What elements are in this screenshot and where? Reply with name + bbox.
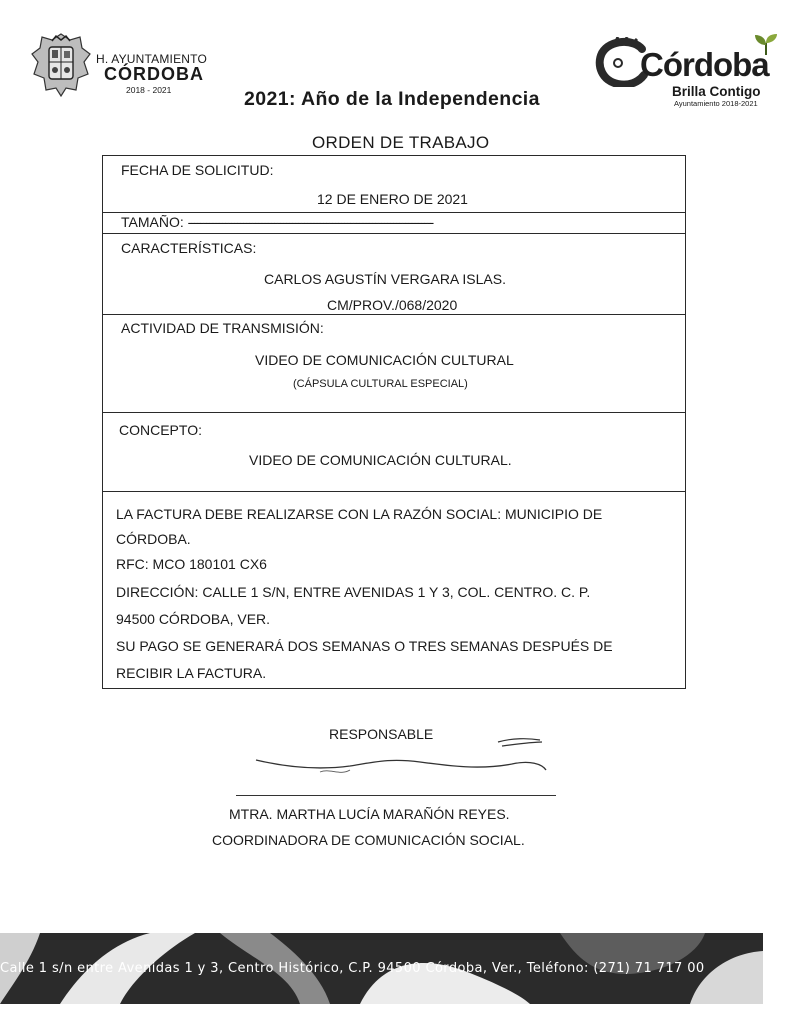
municipality-term: 2018 - 2021: [126, 85, 172, 95]
footer-banner: [0, 933, 763, 1004]
fecha-value: 12 DE ENERO DE 2021: [317, 191, 468, 207]
footer-address: Calle 1 s/n entre Avenidas 1 y 3, Centro Histórico, C.P. 94500 Córdoba, Ver., Teléfono: (271) 71 717 00: [0, 961, 705, 976]
row-divider: [103, 412, 685, 413]
caracteristicas-label: CARACTERÍSTICAS:: [121, 240, 257, 256]
brand-tagline: Brilla Contigo: [672, 84, 761, 99]
municipal-coat-of-arms-icon: [30, 32, 92, 98]
pago-line-2: RECIBIR LA FACTURA.: [116, 665, 267, 681]
row-divider: [103, 314, 685, 315]
signature-heading: RESPONSABLE: [329, 726, 434, 742]
municipality-name: CÓRDOBA: [104, 64, 204, 84]
document-title: ORDEN DE TRABAJO: [312, 133, 490, 152]
direccion-line-2: 94500 CÓRDOBA, VER.: [116, 611, 271, 627]
pago-line-1: SU PAGO SE GENERARÁ DOS SEMANAS O TRES SEMANAS DESPUÉS DE: [116, 638, 613, 654]
brand-name: Córdoba: [640, 46, 769, 83]
sprout-icon: [753, 33, 779, 55]
work-order-form: [102, 155, 686, 689]
brand-term: Ayuntamiento 2018-2021: [674, 99, 758, 108]
tamano-label: TAMAÑO:: [121, 214, 188, 230]
concepto-value: VIDEO DE COMUNICACIÓN CULTURAL.: [249, 452, 512, 468]
row-divider: [103, 212, 685, 213]
actividad-note: (CÁPSULA CULTURAL ESPECIAL): [293, 378, 468, 390]
caracteristicas-name: CARLOS AGUSTÍN VERGARA ISLAS.: [264, 271, 506, 287]
signature-line: [236, 795, 556, 796]
direccion-line-1: DIRECCIÓN: CALLE 1 S/N, ENTRE AVENIDAS 1 Y 3, COL. CENTRO. C. P.: [116, 584, 591, 600]
row-divider: [103, 233, 685, 234]
caracteristicas-code: CM/PROV./068/2020: [327, 297, 458, 313]
rfc-value: RFC: MCO 180101 CX6: [116, 556, 267, 572]
actividad-label: ACTIVIDAD DE TRANSMISIÓN:: [121, 320, 324, 336]
tamano-row: [121, 214, 566, 230]
factura-line-1: LA FACTURA DEBE REALIZARSE CON LA RAZÓN SOCIAL: MUNICIPIO DE: [116, 506, 603, 522]
row-divider: [103, 491, 685, 492]
signatory-name: MTRA. MARTHA LUCÍA MARAÑÓN REYES.: [229, 806, 510, 822]
actividad-value: VIDEO DE COMUNICACIÓN CULTURAL: [255, 352, 514, 368]
municipality-label: H. AYUNTAMIENTO: [96, 52, 208, 66]
tamano-value: --------------------------------------------------------------------------------: [187, 214, 433, 230]
factura-line-2: CÓRDOBA.: [116, 531, 191, 547]
handwritten-signature: [250, 730, 550, 790]
signatory-role: COORDINADORA DE COMUNICACIÓN SOCIAL.: [212, 832, 525, 848]
year-motto: 2021: Año de la Independencia: [244, 88, 540, 110]
fecha-label: FECHA DE SOLICITUD:: [121, 162, 274, 178]
concepto-label: CONCEPTO:: [119, 422, 202, 438]
